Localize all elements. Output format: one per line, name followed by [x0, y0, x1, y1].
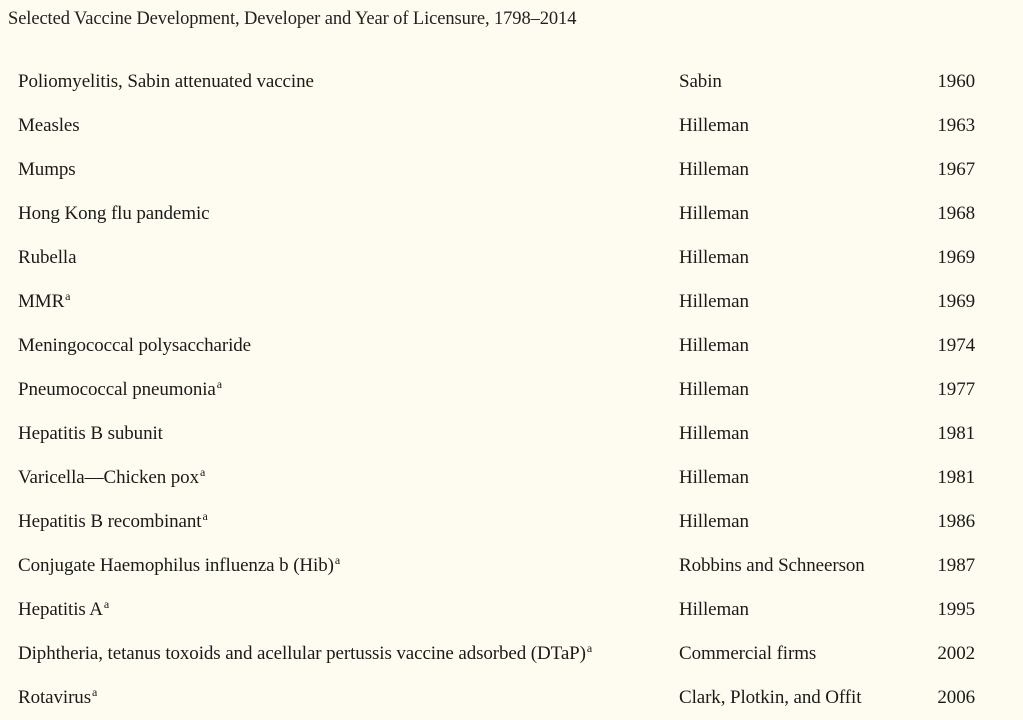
- footnote-marker: a: [103, 597, 110, 611]
- year-cell: 1987: [937, 555, 975, 576]
- table-row: [8, 456, 975, 500]
- year-cell: 1981: [937, 423, 975, 444]
- vaccine-cell: Rubella: [18, 247, 77, 268]
- table-row: [8, 60, 975, 104]
- developer-cell: Hilleman: [679, 203, 749, 224]
- vaccine-cell: Meningococcal polysaccharide: [18, 335, 252, 356]
- year-cell: 1968: [937, 203, 975, 224]
- developer-cell: Commercial firms: [679, 643, 817, 664]
- developer-cell: Hilleman: [679, 423, 749, 444]
- table-row: [8, 500, 975, 544]
- vaccine-cell: Hepatitis B recombinant$^a$: [18, 509, 208, 532]
- developer-cell: Hilleman: [679, 599, 749, 620]
- developer-cell: Robbins and Schneerson: [679, 555, 865, 576]
- vaccine-cell: Varicella—Chicken pox$^a$: [18, 465, 206, 488]
- developer-cell: Sabin: [679, 71, 722, 92]
- footnote-marker: a: [334, 553, 341, 567]
- year-cell: 2002: [937, 643, 975, 664]
- table-caption: Selected Vaccine Development, Developer and Year of Licensure, 1798–2014: [8, 9, 577, 29]
- year-cell: 1969: [937, 291, 975, 312]
- table-row: [8, 104, 975, 148]
- footnote-marker: a: [92, 685, 98, 699]
- year-cell: 1974: [937, 335, 975, 356]
- vaccine-table: [8, 60, 975, 720]
- table-row: [8, 676, 975, 720]
- year-cell: 2006: [937, 687, 975, 708]
- table-row: [8, 588, 975, 632]
- year-cell: 1986: [937, 511, 975, 532]
- table-row: [8, 280, 975, 324]
- table-row: [8, 324, 975, 368]
- vaccine-cell: Measles: [18, 115, 80, 136]
- developer-cell: Clark, Plotkin, and Offit: [679, 687, 862, 708]
- vaccine-cell: Hepatitis $A^a$: [18, 597, 110, 620]
- year-cell: 1981: [937, 467, 975, 488]
- year-cell: 1963: [937, 115, 975, 136]
- table-row: [8, 368, 975, 412]
- vaccine-cell: Hepatitis B subunit: [18, 423, 163, 444]
- vaccine-cell: Conjugate Haemophilus influenza b (Hib)$^a$: [18, 553, 341, 576]
- footnote-marker: a: [586, 641, 593, 655]
- developer-cell: Hilleman: [679, 291, 749, 312]
- footnote-marker: a: [199, 465, 206, 479]
- developer-cell: Hilleman: [679, 335, 749, 356]
- footnote-marker: a: [65, 289, 71, 303]
- developer-cell: Hilleman: [679, 115, 749, 136]
- vaccine-cell: Pneumococcal pneumonia$^a$: [18, 377, 222, 400]
- table-row: [8, 148, 975, 192]
- footnote-marker: a: [202, 509, 208, 523]
- year-cell: 1967: [937, 159, 975, 180]
- table-row: [8, 412, 975, 456]
- vaccine-cell: Poliomyelitis, Sabin attenuated vaccine: [18, 71, 314, 92]
- table-row: [8, 192, 975, 236]
- year-cell: 1969: [937, 247, 975, 268]
- developer-cell: Hilleman: [679, 159, 749, 180]
- developer-cell: Hilleman: [679, 247, 749, 268]
- vaccine-cell: MMR$^a$: [18, 289, 71, 312]
- vaccine-cell: Diphtheria, tetanus toxoids and acellular pertussis vaccine adsorbed (DTaP)$^a$: [18, 641, 593, 664]
- year-cell: 1977: [937, 379, 975, 400]
- table-row: [8, 236, 975, 280]
- vaccine-cell: Rotavirus$^a$: [18, 685, 98, 708]
- developer-cell: Hilleman: [679, 467, 749, 488]
- vaccine-cell: Hong Kong flu pandemic: [18, 203, 210, 224]
- table-row: [8, 632, 975, 676]
- year-cell: 1995: [937, 599, 975, 620]
- developer-cell: Hilleman: [679, 511, 749, 532]
- table-row: [8, 544, 975, 588]
- vaccine-cell: Mumps: [18, 159, 76, 180]
- developer-cell: Hilleman: [679, 379, 749, 400]
- year-cell: 1960: [937, 71, 975, 92]
- footnote-marker: a: [216, 377, 222, 391]
